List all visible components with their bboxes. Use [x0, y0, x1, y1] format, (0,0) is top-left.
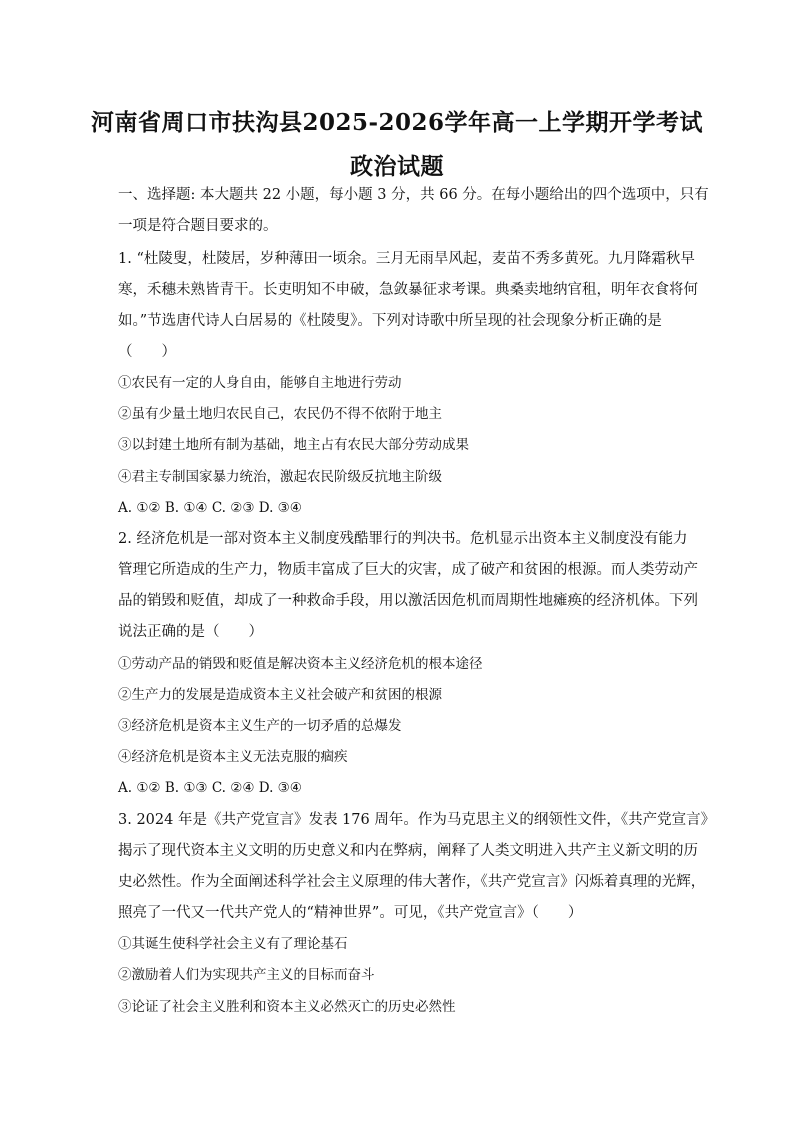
q1-stem-line: （ ）	[118, 344, 176, 360]
q1-stem-line: 1. “杜陵叟，杜陵居，岁种薄田一顷余。三月无雨旱风起，麦苗不秀多黄死。九月降霜秋早	[118, 251, 695, 267]
section-intro-line: 一项是符合题目要求的。	[118, 218, 278, 234]
q2-stem-line: 2. 经济危机是一部对资本主义制度残酷罪行的判决书。危机显示出资本主义制度没有能力	[118, 531, 688, 547]
exam-title: 河南省周口市扶沟县2025-2026学年高一上学期开学考试	[90, 109, 704, 136]
q3-stem-line: 揭示了现代资本主义文明的历史意义和内在弊病，阐释了人类文明进入共产主义新文明的历	[118, 843, 698, 859]
q3-option: ①其诞生使科学社会主义有了理论基石	[118, 936, 348, 952]
q3-stem-line: 史必然性。作为全面阐述科学社会主义原理的伟大著作，《共产党宣言》闪烁着真理的光辉，	[118, 874, 706, 890]
q2-option: ②生产力的发展是造成资本主义社会破产和贫困的根源	[118, 687, 442, 703]
q2-stem-line: 品的销毁和贬值，却成了一种救命手段，用以激活因危机而周期性地瘫痪的经济机体。下列	[118, 593, 698, 609]
section-intro-line: 一、选择题: 本大题共 22 小题，每小题 3 分，共 66 分。在每小题给出的四个选项中，只有	[118, 187, 709, 203]
q1-option: ②虽有少量土地归农民自己，农民仍不得不依附于地主	[118, 406, 442, 422]
q1-option: ①农民有一定的人身自由，能够自主地进行劳动	[118, 375, 402, 391]
q2-option: ①劳动产品的销毁和贬值是解决资本主义经济危机的根本途径	[118, 656, 483, 672]
q1-stem-line: 如。”节选唐代诗人白居易的《杜陵叟》。下列对诗歌中所呈现的社会现象分析正确的是	[118, 313, 662, 329]
q2-stem-line: 管理它所造成的生产力，物质丰富成了巨大的灾害，成了破产和贫困的根源。而人类劳动产	[118, 562, 698, 578]
q3-stem-line: 3. 2024 年是《共产党宣言》发表 176 周年。作为马克思主义的纲领性文件，《共产党宣言》	[118, 812, 716, 828]
q1-choices: A. ①② B. ①④ C. ②③ D. ③④	[118, 500, 302, 516]
q3-stem-line: 照亮了一代又一代共产党人的“精神世界”。可见，《共产党宣言》（ ）	[118, 905, 583, 921]
q2-choices: A. ①② B. ①③ C. ②④ D. ③④	[118, 780, 302, 796]
q3-option: ②激励着人们为实现共产主义的目标而奋斗	[118, 967, 375, 983]
q1-option: ④君主专制国家暴力统治，激起农民阶级反抗地主阶级	[118, 469, 442, 485]
exam-subtitle: 政治试题	[350, 153, 444, 180]
q2-option: ④经济危机是资本主义无法克服的痼疾	[118, 749, 348, 765]
q2-stem-line: 说法正确的是（ ）	[118, 624, 263, 640]
q2-option: ③经济危机是资本主义生产的一切矛盾的总爆发	[118, 718, 402, 734]
q3-option: ③论证了社会主义胜利和资本主义必然灭亡的历史必然性	[118, 999, 456, 1015]
q1-stem-line: 寒，禾穗未熟皆青干。长吏明知不申破，急敛暴征求考课。典桑卖地纳官租，明年衣食将何	[118, 282, 698, 298]
q1-option: ③以封建土地所有制为基础，地主占有农民大部分劳动成果	[118, 437, 469, 453]
